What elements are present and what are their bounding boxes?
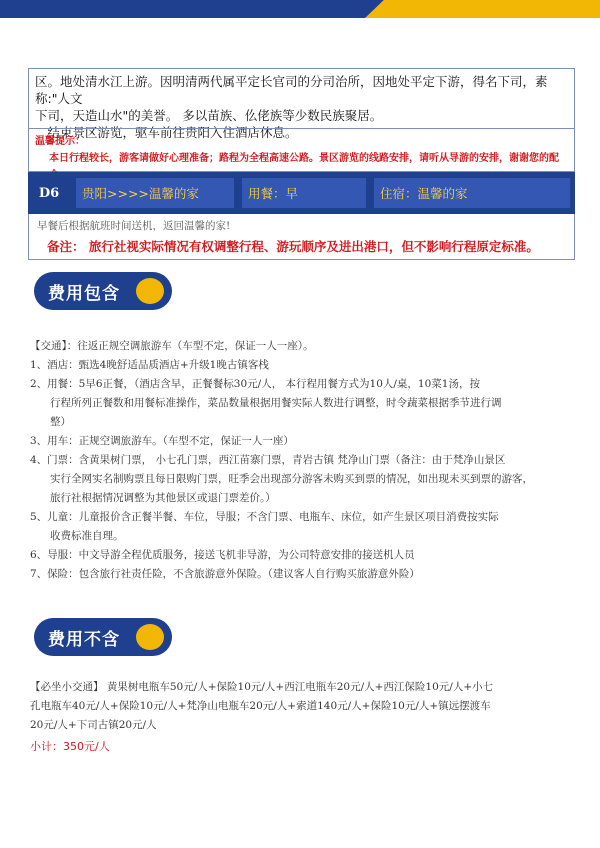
- list-item: 行程所列正餐数和用餐标准操作，菜品数量根据用餐实际人数进行调整，时令蔬菜根据季节进行调: [50, 397, 502, 409]
- intro-line-1: 区。地处清水江上游。因明清两代属平定长官司的分司治所，因地处平定下游，得名下司，素称:"人文: [35, 74, 548, 106]
- subtotal: 小计：350元/人: [30, 740, 110, 753]
- day-body: [28, 214, 575, 260]
- included-title-text: 费用包含: [48, 283, 120, 304]
- list-item: 6、导服：中文导游全程优质服务，接送飞机非导游，为公司特意安排的接送机人员: [30, 549, 415, 561]
- day-stay: 住宿：温馨的家: [374, 178, 570, 208]
- list-item: 5、儿童：儿童报价含正餐半餐、车位，导服；不含门票、电瓶车、床位，如产生景区项目消费按实际: [30, 511, 499, 523]
- tips-title: 温馨提示：: [35, 136, 85, 147]
- excluded-section-title: [34, 618, 172, 656]
- day-meal: 用餐：早: [242, 178, 366, 208]
- excluded-title-text: 费用不含: [48, 629, 120, 650]
- day-route: 贵阳>>>>温馨的家: [76, 178, 234, 208]
- list-item: 【必坐小交通】 黄果树电瓶车50元/人+保险10元/人+西江电瓶车20元/人+西江保险10元/人+小七: [30, 681, 494, 693]
- list-item: 收费标准自理。: [50, 530, 124, 542]
- itinerary-note: 备注： 旅行社视实际情况有权调整行程、游玩顺序及进出港口，但不影响行程原定标准。: [47, 239, 539, 254]
- tips-body: 本日行程较长，游客请做好心理准备；路程为全程高速公路。景区游览的线路安排，请听从导游的安排，谢谢您的配: [49, 153, 559, 164]
- intro-line-2: 下司，天造山水"的美誉。 多以苗族、仫佬族等少数民族聚居。: [35, 108, 383, 123]
- list-item: 7、保险：包含旅行社责任险，不含旅游意外保险。（建议客人自行购买旅游意外险）: [30, 568, 420, 580]
- included-section-title: [34, 272, 172, 310]
- list-item: 3、用车：正规空调旅游车。（车型不定，保证一人一座）: [30, 435, 294, 447]
- included-list: [30, 337, 575, 584]
- top-banner: [0, 0, 600, 18]
- list-item: 实行全网实名制购票且每日限购门票，旺季会出现部分游客未购买到票的情况，如出现未买到票的游客，: [50, 473, 533, 485]
- intro-line-3: 结束景区游览，驱车前往贵阳入住酒店休息。: [47, 125, 298, 140]
- list-item: 2、用餐：5早6正餐，（酒店含早，正餐餐标30元/人， 本行程用餐方式为10人/桌，10菜1汤，按: [30, 378, 480, 390]
- top-banner-accent: [365, 0, 600, 18]
- list-item: 1、酒店：甄选4晚舒适品质酒店+升级1晚古镇客栈: [30, 359, 269, 371]
- list-item: 【交通】：往返正规空调旅游车（车型不定，保证一人一座）。: [30, 340, 314, 352]
- tips-box: [28, 128, 575, 172]
- list-item: 旅行社根据情况调整为其他景区或退门票差价。）: [50, 492, 276, 504]
- yellow-dot-icon: [136, 624, 164, 650]
- day-number: D6: [38, 185, 60, 201]
- yellow-dot-icon: [136, 278, 164, 304]
- list-item: 20元/人+下司古镇20元/人: [30, 719, 157, 731]
- list-item: 孔电瓶车40元/人+保险10元/人+梵净山电瓶车20元/人+索道140元/人+保险10元/人+镇远摆渡车: [30, 700, 491, 712]
- itinerary-intro: [28, 68, 575, 140]
- list-item: 整）: [50, 416, 71, 428]
- day-description: 早餐后根据航班时间送机，返回温馨的家!: [37, 220, 231, 232]
- list-item: 4、门票：含黄果树门票， 小七孔门票，西江苗寨门票，青岩古镇 梵净山门票（备注：由于梵净山景区: [30, 454, 506, 466]
- excluded-list: [30, 678, 575, 756]
- day-header: [28, 172, 575, 214]
